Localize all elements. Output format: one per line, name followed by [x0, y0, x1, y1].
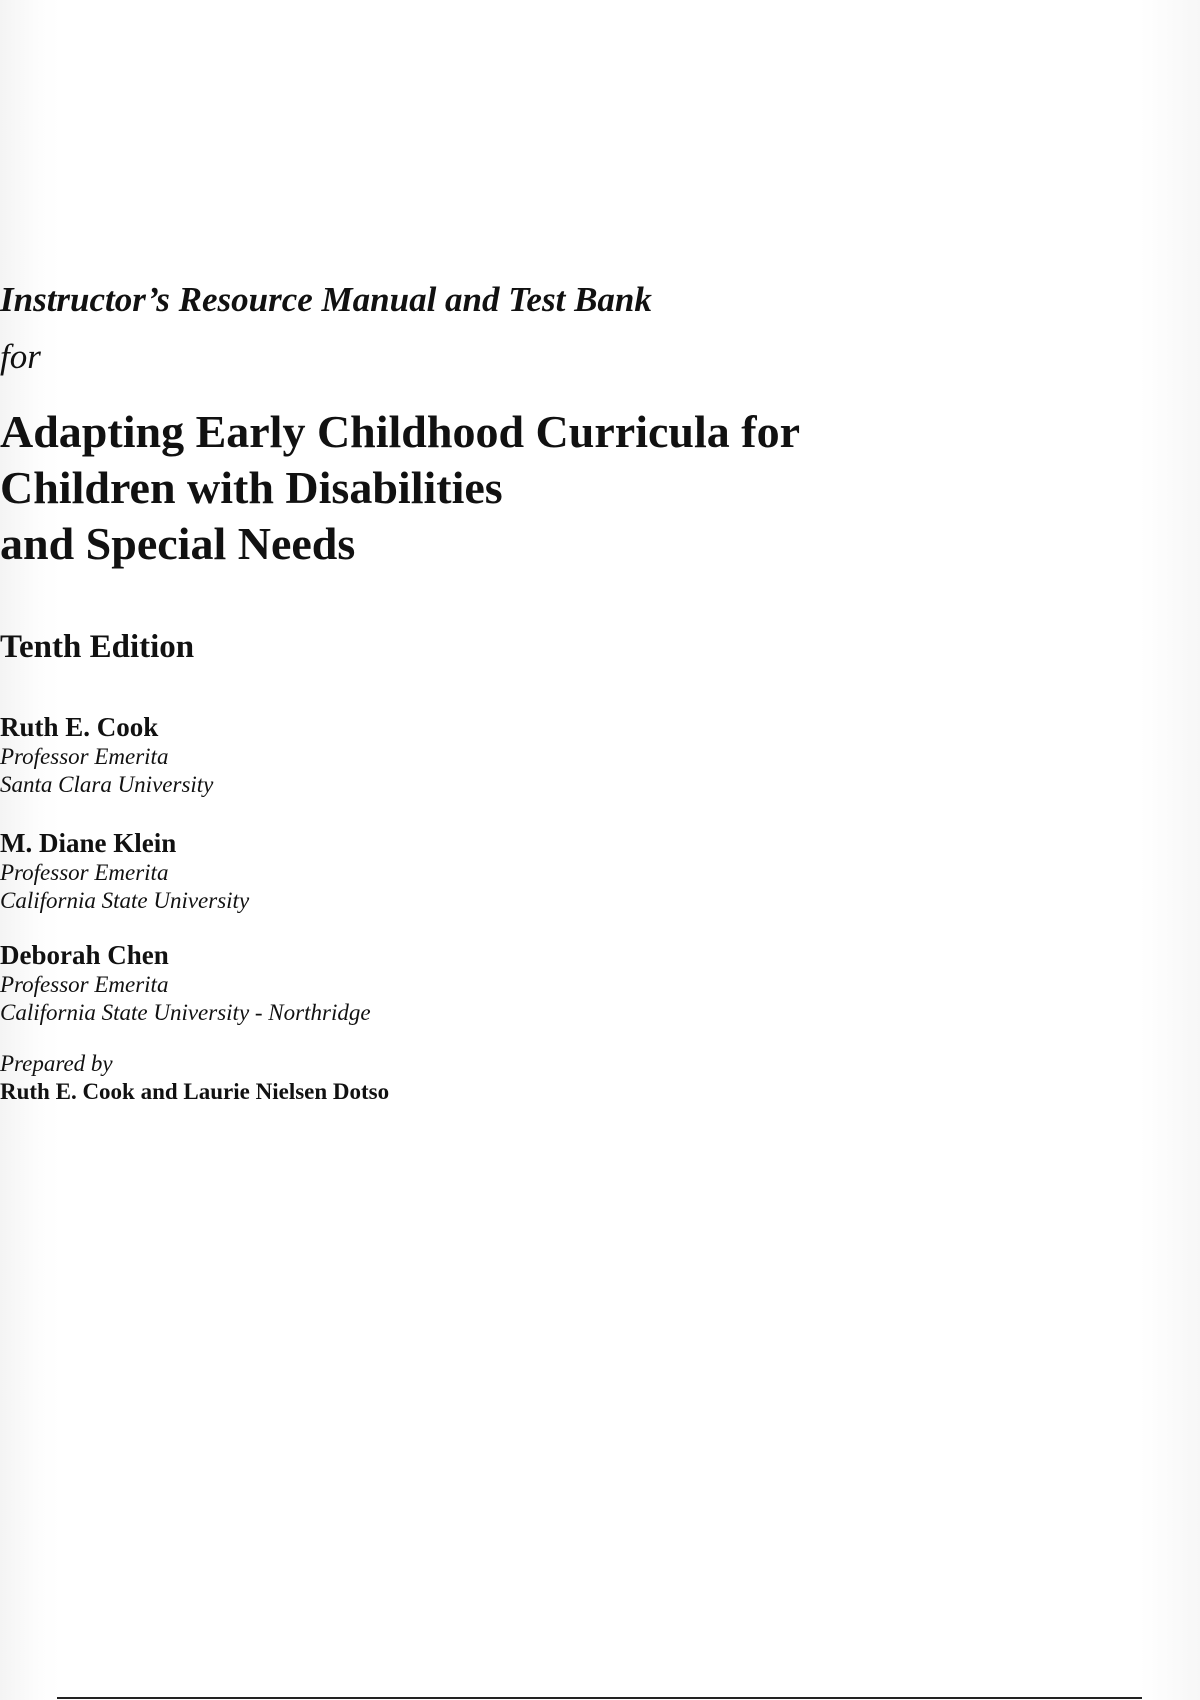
author-role: Professor Emerita [0, 860, 169, 885]
author-affiliation: California State University - Northridge [0, 1000, 371, 1025]
author-block [0, 711, 1200, 799]
author-name: Deborah Chen [0, 940, 169, 970]
author-name: Ruth E. Cook [0, 712, 159, 742]
edition-label: Tenth Edition [0, 629, 195, 665]
author-role: Professor Emerita [0, 972, 169, 997]
footer-rule [57, 1697, 1142, 1699]
book-title-line-2: Children with Disabilities [0, 462, 503, 513]
book-title-line-1: Adapting Early Childhood Curricula for [0, 406, 800, 457]
for-connector: for [0, 337, 41, 376]
author-block [0, 827, 1200, 915]
author-affiliation: California State University [0, 888, 250, 913]
prepared-by-label: Prepared by [0, 1051, 113, 1076]
prepared-by-names: Ruth E. Cook and Laurie Nielsen Dotso [0, 1079, 390, 1104]
author-affiliation: Santa Clara University [0, 772, 214, 797]
manual-title: Instructor’s Resource Manual and Test Bank [0, 280, 652, 319]
book-title [0, 404, 1200, 572]
author-block [0, 939, 1200, 1027]
author-name: M. Diane Klein [0, 828, 177, 858]
prepared-by-block [0, 1050, 1200, 1106]
author-role: Professor Emerita [0, 744, 169, 769]
book-title-line-3: and Special Needs [0, 518, 356, 569]
